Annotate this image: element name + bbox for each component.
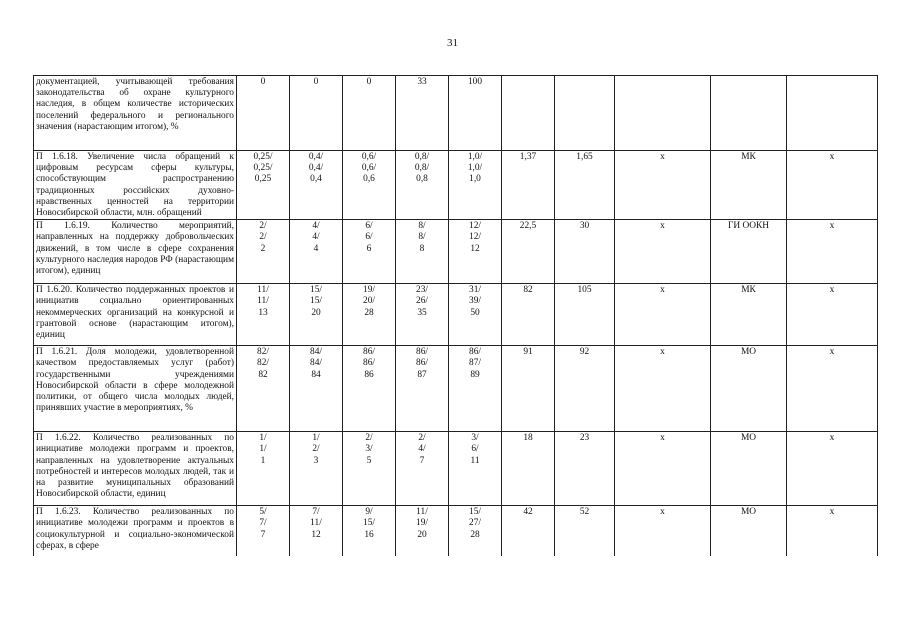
- value-col-10: х: [787, 346, 878, 432]
- value-col-7: 105: [555, 284, 615, 346]
- value-col-10: [787, 76, 878, 151]
- value-year-4: 2/ 4/ 7: [396, 432, 449, 506]
- value-year-2: 1/ 2/ 3: [290, 432, 343, 506]
- value-year-2: 0,4/ 0,4/ 0,4: [290, 151, 343, 220]
- page-number: 31: [447, 37, 458, 49]
- value-year-3: 9/ 15/ 16: [343, 506, 396, 557]
- value-year-4: 11/ 19/ 20: [396, 506, 449, 557]
- value-col-7: 30: [555, 220, 615, 284]
- value-col-8: х: [615, 220, 711, 284]
- value-year-2: 4/ 4/ 4: [290, 220, 343, 284]
- table-row: [34, 506, 878, 557]
- indicator-description: П 1.6.18. Увеличение числа обращений к цифровым ресурсам сферы культуры, способствующим распространению традиционных российских духовно-нравственных ценностей на территории Новосибирской области, млн. обращений: [34, 151, 237, 220]
- value-year-3: 19/ 20/ 28: [343, 284, 396, 346]
- value-year-2: 15/ 15/ 20: [290, 284, 343, 346]
- value-year-5: 1,0/ 1,0/ 1,0: [449, 151, 502, 220]
- table-row: [34, 346, 878, 432]
- value-col-7: 52: [555, 506, 615, 557]
- value-col-8: х: [615, 151, 711, 220]
- responsible-body: МО: [711, 432, 787, 506]
- value-year-5: 100: [449, 76, 502, 151]
- value-col-8: [615, 76, 711, 151]
- table-row: [34, 284, 878, 346]
- responsible-body: ГИ ООКН: [711, 220, 787, 284]
- value-col-6: 22,5: [502, 220, 555, 284]
- table-row: [34, 432, 878, 506]
- responsible-body: МК: [711, 151, 787, 220]
- value-col-6: 82: [502, 284, 555, 346]
- value-year-5: 15/ 27/ 28: [449, 506, 502, 557]
- table-row: [34, 220, 878, 284]
- value-year-4: 0,8/ 0,8/ 0,8: [396, 151, 449, 220]
- value-year-4: 86/ 86/ 87: [396, 346, 449, 432]
- value-year-5: 31/ 39/ 50: [449, 284, 502, 346]
- value-year-1: 0: [237, 76, 290, 151]
- table-row: [34, 151, 878, 220]
- value-col-10: х: [787, 220, 878, 284]
- value-col-10: х: [787, 151, 878, 220]
- indicator-description: П 1.6.20. Количество поддержанных проектов и инициатив социально ориентированных некоммерческих организаций на конкурсной и грантовой основе (нарастающим итогом), единиц: [34, 284, 237, 346]
- value-year-5: 12/ 12/ 12: [449, 220, 502, 284]
- value-col-7: 92: [555, 346, 615, 432]
- value-col-6: 42: [502, 506, 555, 557]
- indicator-description: П 1.6.23. Количество реализованных по инициативе молодежи программ и проектов в социокультурной и социально-экономической сферах, в сфере: [34, 506, 237, 557]
- indicators-table: [33, 75, 878, 556]
- indicator-description: П 1.6.19. Количество мероприятий, направленных на поддержку добровольческих движений, в том числе в сфере сохранения культурного наследия народов РФ (нарастающим итогом), единиц: [34, 220, 237, 284]
- value-col-6: 18: [502, 432, 555, 506]
- value-year-4: 23/ 26/ 35: [396, 284, 449, 346]
- value-col-7: 23: [555, 432, 615, 506]
- value-year-2: 7/ 11/ 12: [290, 506, 343, 557]
- value-col-8: х: [615, 346, 711, 432]
- indicator-description: П 1.6.21. Доля молодежи, удовлетворенной качеством предоставляемых услуг (работ) государственными учреждениями Новосибирской области в сфере молодежной политики, от общего числа молодых людей, принявших участие в мероприятиях, %: [34, 346, 237, 432]
- value-col-7: [555, 76, 615, 151]
- value-year-2: 84/ 84/ 84: [290, 346, 343, 432]
- value-year-1: 82/ 82/ 82: [237, 346, 290, 432]
- value-year-4: 33: [396, 76, 449, 151]
- value-year-3: 0: [343, 76, 396, 151]
- value-year-1: 5/ 7/ 7: [237, 506, 290, 557]
- value-col-6: [502, 76, 555, 151]
- value-year-3: 86/ 86/ 86: [343, 346, 396, 432]
- indicator-description: П 1.6.22. Количество реализованных по инициативе молодежи программ и проектов, направленных на удовлетворение актуальных потребностей и интересов молодых людей, так и на развитие муниципальных образований Новосибирской области, единиц: [34, 432, 237, 506]
- value-col-8: х: [615, 506, 711, 557]
- responsible-body: [711, 76, 787, 151]
- value-col-6: 91: [502, 346, 555, 432]
- table-row: [34, 76, 878, 151]
- value-col-8: х: [615, 284, 711, 346]
- value-col-10: х: [787, 284, 878, 346]
- value-year-1: 0,25/ 0,25/ 0,25: [237, 151, 290, 220]
- value-col-10: х: [787, 506, 878, 557]
- value-col-8: х: [615, 432, 711, 506]
- value-year-3: 0,6/ 0,6/ 0,6: [343, 151, 396, 220]
- value-col-6: 1,37: [502, 151, 555, 220]
- value-year-1: 1/ 1/ 1: [237, 432, 290, 506]
- value-year-3: 6/ 6/ 6: [343, 220, 396, 284]
- value-year-2: 0: [290, 76, 343, 151]
- value-year-1: 2/ 2/ 2: [237, 220, 290, 284]
- value-year-5: 3/ 6/ 11: [449, 432, 502, 506]
- responsible-body: МО: [711, 506, 787, 557]
- value-year-3: 2/ 3/ 5: [343, 432, 396, 506]
- value-year-4: 8/ 8/ 8: [396, 220, 449, 284]
- responsible-body: МК: [711, 284, 787, 346]
- value-year-5: 86/ 87/ 89: [449, 346, 502, 432]
- value-col-10: х: [787, 432, 878, 506]
- responsible-body: МО: [711, 346, 787, 432]
- indicator-description: документацией, учитывающей требования законодательства об охране культурного наследия, в общем количестве исторических поселений федерального и регионального значения (нарастающим итогом), %: [34, 76, 237, 151]
- value-year-1: 11/ 11/ 13: [237, 284, 290, 346]
- value-col-7: 1,65: [555, 151, 615, 220]
